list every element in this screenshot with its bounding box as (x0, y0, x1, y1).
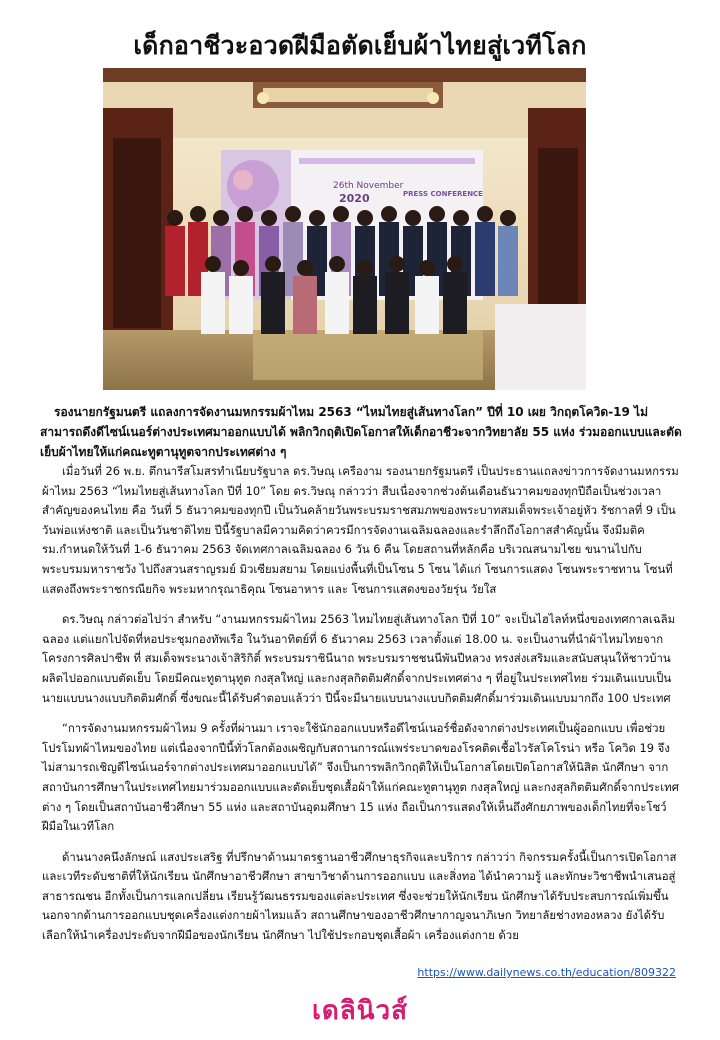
article-paragraph: ดร.วิษณุ กล่าวต่อไปว่า สำหรับ “งานมหกรรมผ้าไหม 2563 ไหมไทยสู่เส้นทางโลก ปีที่ 10” จะเป็นไฮไลท์หนึ่งของเทศกาลเฉลิมฉลอง แต่แยกไปจัดที่หอประชุมกองทัพเรือ ในวันอาทิตย์ที่ 6 ธันวาคม 2563 เวลาตั้งแต่ 18.00 น. จะเป็นงานที่นำผ้าไหมไทยจากโครงการศิลปาชีพ ที่ สมเด็จพระนางเจ้าสิริกิติ์ พระบรมราชินีนาถ พระบรมราชชนนีพันปีหลวง ทรงส่งเสริมและสนับสนุนให้ชาวบ้านผลิตไปออกแบบตัดเย็บ โดยมีคณะทูตานุทูต กงสุลใหญ่ และกงสุลกิตติมศักดิ์จากประเทศต่าง ๆ ที่อยู่ในประเทศไทย ร่วมเดินแบบเป็นนายแบบนางแบบกิตติมศักดิ์ ซึ่งขณะนี้ได้รับคำตอบแล้วว่า ปีนี้จะมีนายแบบนางแบบกิตติมศักดิ์มาร่วมเดินแบบมากถึง 100 ประเทศ (42, 612, 676, 705)
article-paragraph: เมื่อวันที่ 26 พ.ย. ตึกนารีสโมสรทำเนียบรัฐบาล ดร.วิษณุ เครืองาม รองนายกรัฐมนตรี เป็นประธานแถลงข่าวการจัดงานมหกรรมผ้าไหม 2563 “ไหมไทยสู่เส้นทางโลก ปีที่ 10” โดย ดร.วิษณุ กล่าวว่า สืบเนื่องจากช่วงต้นเดือนธันวาคมของทุกปีถือเป็นช่วงเวลาสำคัญของคนไทย คือ วันที่ 5 ธันวาคมของทุกปี เป็นวันคล้ายวันพระบรมราชสมภพของพระบาทสมเด็จพระเจ้าอยู่หัว รัชกาลที่ 9 เป็นวันพ่อแห่งชาติ และเป็นวันชาติไทย ปีนี้รัฐบาลมีความคิดว่าควรมีการจัดงานเฉลิมฉลองและรำลึกถึงโอกาสสำคัญนั้น จึงมีมติครม.กำหนดให้วันที่ 1-6 ธันวาคม 2563 จัดเทศกาลเฉลิมฉลอง 6 วัน 6 คืน โดยสถานที่หลักคือ บริเวณสนามไชย ขนานไปกับพระบรมมหาราชวัง ไปถึงสวนสราญรมย์ มิวเซียมสยาม โดยแบ่งพื้นที่เป็นโซน 5 โซน ได้แก่ โซนการแสดง โซนพระราชทาน โซนที่แสดงถึงพระราชกรณียกิจ พระมหากรุณาธิคุณ โซนอาหาร และ โซนการแสดงของวัยรุ่น วัยใส (42, 464, 679, 596)
dailynews-logo (0, 990, 720, 1031)
banner-press-text: PRESS CONFERENCE (403, 190, 483, 198)
source-link[interactable]: https://www.dailynews.co.th/education/809322 (417, 966, 676, 979)
table (495, 304, 586, 390)
article-body (42, 462, 682, 957)
logo-text: เดลินิวส์ (312, 996, 408, 1026)
banner-date-text: 26th November (333, 181, 404, 191)
article-headline: เด็กอาชีวะอวดฝีมือตัดเย็บผ้าไทยสู่เวทีโลก (133, 31, 587, 60)
article-paragraph: ด้านนางคนึงลักษณ์ แสงประเสริฐ ที่ปรึกษาด้านมาตรฐานอาชีวศึกษาธุรกิจและบริการ กล่าวว่า กิจกรรมครั้งนี้เป็นการเปิดโอกาส และเวทีระดับชาติที่ให้นักเรียน นักศึกษาอาชีวศึกษา สาขาวิชาด้านการออกแบบ และสิ่งทอ ได้นำความรู้ และทักษะวิชาชีพนำเสนอสู่สาธารณชน อีกทั้งเป็นการแลกเปลี่ยน เรียนรู้วัฒนธรรมของแต่ละประเทศ ซึ่งจะช่วยให้นักเรียน นักศึกษาได้รับประสบการณ์เพิ่มขึ้น นอกจากด้านการออกแบบชุดเครื่องแต่งกายผ้าไหมแล้ว สถานศึกษาของอาชีวศึกษากาญจนาภิเษก วิทยาลัยช่างทองหลวง ยังได้รับเลือกให้นำเครื่องประดับจากฝีมือของนักเรียน นักศึกษา ไปใช้ประกอบชุดเสื้อผ้า เครื่องแต่งกาย ด้วย (42, 849, 677, 943)
article-paragraph: “การจัดงานมหกรรมผ้าไหม 9 ครั้งที่ผ่านมา เราจะใช้นักออกแบบหรือดีไซน์เนอร์ชื่อดังจากต่างประเทศเป็นผู้ออกแบบ เพื่อช่วยโปรโมทผ้าไหมของไทย แต่เนื่องจากปีนี้ทั่วโลกต้องเผชิญกับสถานการณ์แพร่ระบาดของโรคติดเชื้อไวรัสโคโรน่า หรือ โควิด 19 จึงไม่สามารถเชิญดีไซน์เนอร์จากต่างประเทศมาออกแบบได้” จึงเป็นการพลิกวิกฤติให้เป็นโอกาสโดยเปิดโอกาสให้นิสิต นักศึกษา จากสถาบันการศึกษาในประเทศไทยมาร่วมออกแบบและตัดเย็บชุดเสื้อผ้าให้แก่คณะทูตานุทูต กงสุลใหญ่ และกงสุลกิตติมศักดิ์จากประเทศต่าง ๆ โดยเป็นสถาบันอาชีวศึกษา 55 แห่ง และสถาบันอุดมศึกษา 15 แห่ง ถือเป็นการแสดงให้เห็นถึงศักยภาพของเด็กไทยที่จะโชว์ฝีมือในเวทีโลก (42, 721, 679, 834)
article-lead: รองนายกรัฐมนตรี แถลงการจัดงานมหกรรมผ้าไหม 2563 “ไหมไทยสู่เส้นทางโลก” ปีที่ 10 เผย วิกฤตโควิด-19 ไม่สามารถดึงดีไซน์เนอร์ต่างประเทศมาออกแบบได้ พลิกวิกฤติเปิดโอกาสให้เด็กอาชีวะจากวิทยาลัย 55 แห่ง ร่วมออกแบบและตัดเย็บผ้าไทยให้แก่คณะทูตานุทูตจากประเทศต่าง ๆ (40, 405, 682, 459)
front-row-people (201, 256, 467, 334)
news-photo (103, 68, 586, 390)
banner-year-text: 2020 (339, 192, 370, 205)
